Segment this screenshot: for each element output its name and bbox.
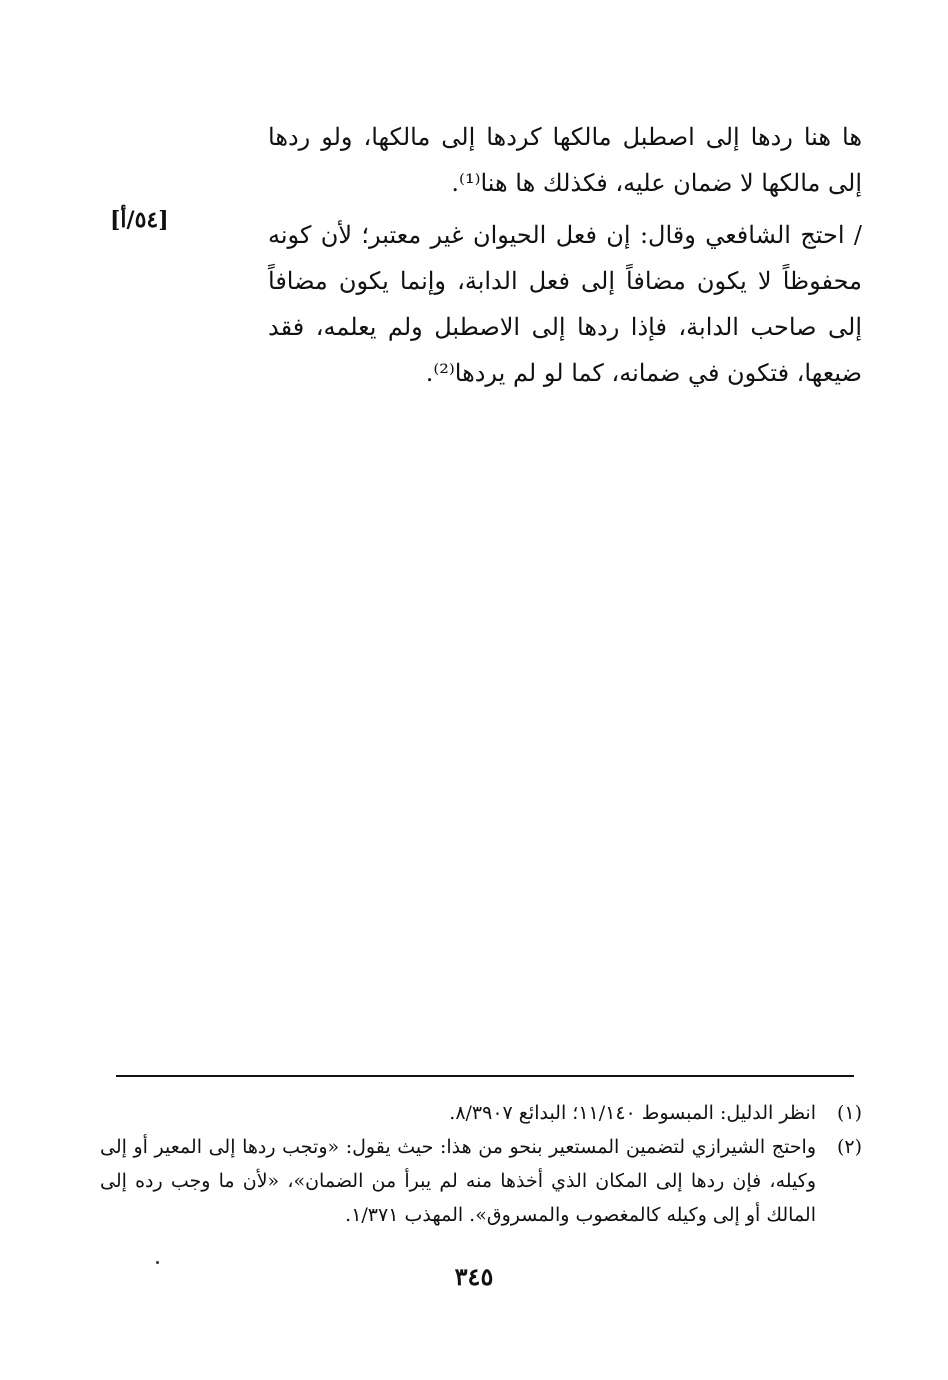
footnote-2 bbox=[100, 1130, 862, 1232]
footnote-2-number: (٢) bbox=[836, 1136, 862, 1158]
footnote-2-text: واحتج الشيرازي لتضمين المستعير بنحو من هذا: حيث يقول: «وتجب ردها إلى المعير أو إلى وكيله، فإن ردها إلى المكان الذي أخذها منه لم يبرأ من الضمان»، «لأن ما وجب رده إلى المالك أو إلى وكيله كالمغصوب والمسروق». المهذب ١/٣٧١. bbox=[100, 1136, 816, 1226]
scan-speck bbox=[156, 1261, 159, 1264]
manuscript-folio-reference: [٥٤/أ] bbox=[110, 207, 169, 233]
footnotes-section bbox=[100, 1096, 862, 1232]
body-paragraph-1: ها هنا ردها إلى اصطبل مالكها كردها إلى مالكها، ولو ردها إلى مالكها لا ضمان عليه، فكذلك ها هنا⁽¹⁾. bbox=[268, 123, 863, 197]
footnote-separator-line bbox=[116, 1075, 854, 1077]
footnote-1 bbox=[100, 1096, 862, 1130]
footnote-1-number: (١) bbox=[836, 1102, 862, 1124]
footnote-1-text: انظر الدليل: المبسوط ١١/١٤٠؛ البدائع ٨/٣٩٠٧. bbox=[449, 1102, 816, 1124]
body-paragraph-2: / احتج الشافعي وقال: إن فعل الحيوان غير معتبر؛ لأن كونه محفوظاً لا يكون مضافاً إلى فعل الدابة، وإنما يكون مضافاً إلى صاحب الدابة، فإذا ردها إلى الاصطبل ولم يعلمه، فقد ضيعها، فتكون في ضمانه، كما لو لم يردها⁽²⁾. bbox=[268, 221, 862, 387]
page-number: ٣٤٥ bbox=[454, 1262, 494, 1291]
